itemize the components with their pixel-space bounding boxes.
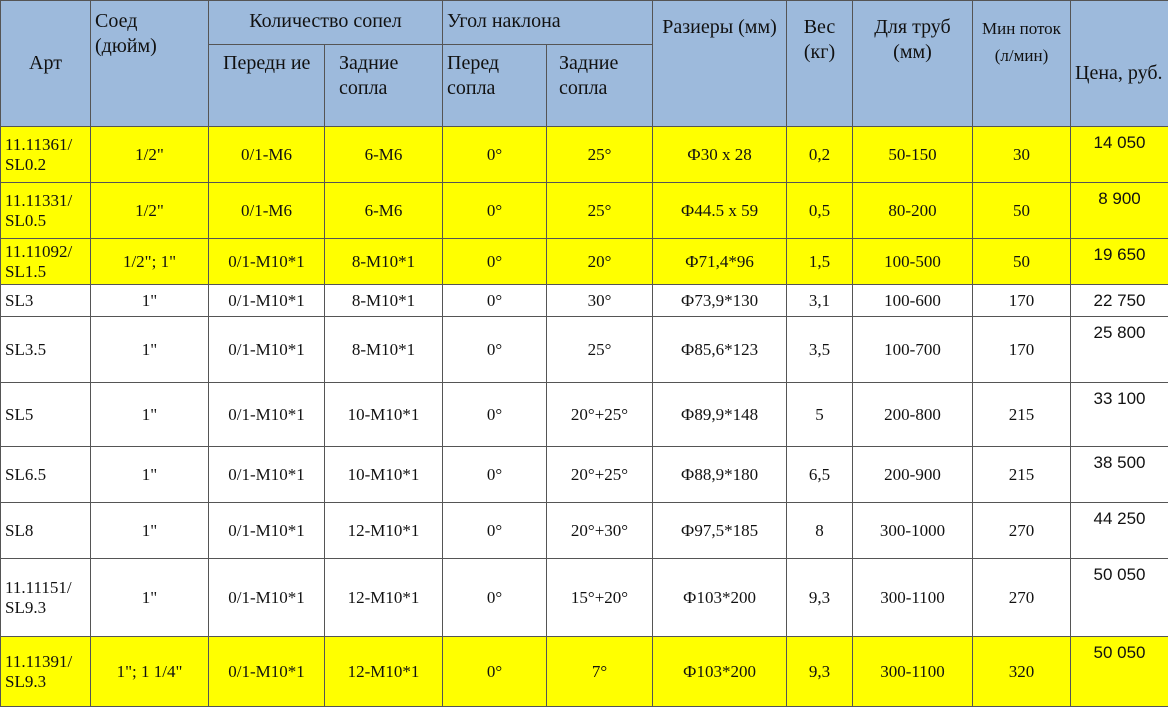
- row-front-angle-cell: 0°: [443, 447, 547, 503]
- row-weight-cell: 8: [787, 503, 853, 559]
- row-front-angle-cell: 0°: [443, 383, 547, 447]
- row-front-angle-cell: 0°: [443, 503, 547, 559]
- row-rear-angle-cell: 20°+25°: [547, 383, 653, 447]
- row-size-cell: Ф97,5*185: [653, 503, 787, 559]
- header-angle: Угол наклона: [443, 1, 653, 45]
- row-rear-angle-cell: 7°: [547, 637, 653, 707]
- row-min-flow-cell: 30: [973, 127, 1071, 183]
- row-weight-cell: 0,2: [787, 127, 853, 183]
- header-size: Разиеры (мм): [653, 1, 787, 127]
- row-connection-cell: 1/2": [91, 183, 209, 239]
- row-price-cell: 50 050: [1071, 559, 1168, 637]
- header-front-angle: Перед сопла: [443, 45, 547, 127]
- row-rear-nozzles-cell: 12-M10*1: [325, 503, 443, 559]
- row-pipes-cell: 100-500: [853, 239, 973, 285]
- row-price-cell: 25 800: [1071, 317, 1168, 383]
- row-art-cell: 11.11391/ SL9.3: [1, 637, 91, 707]
- row-weight-cell: 3,1: [787, 285, 853, 317]
- table-body: [1, 127, 1168, 707]
- row-connection-cell: 1": [91, 447, 209, 503]
- row-connection-cell: 1/2"; 1": [91, 239, 209, 285]
- row-size-cell: Ф88,9*180: [653, 447, 787, 503]
- row-art-cell: SL6.5: [1, 447, 91, 503]
- row-rear-angle-cell: 25°: [547, 127, 653, 183]
- table-row: [1, 127, 1168, 183]
- header-pipes: Для труб (мм): [853, 1, 973, 127]
- row-pipes-cell: 300-1000: [853, 503, 973, 559]
- row-price-cell: 38 500: [1071, 447, 1168, 503]
- row-front-angle-cell: 0°: [443, 183, 547, 239]
- row-rear-angle-cell: 25°: [547, 183, 653, 239]
- row-pipes-cell: 200-900: [853, 447, 973, 503]
- table-row: [1, 285, 1168, 317]
- row-size-cell: Ф44.5 х 59: [653, 183, 787, 239]
- row-rear-nozzles-cell: 12-M10*1: [325, 559, 443, 637]
- row-front-nozzles-cell: 0/1-M10*1: [209, 383, 325, 447]
- row-connection-cell: 1": [91, 559, 209, 637]
- row-rear-nozzles-cell: 10-M10*1: [325, 447, 443, 503]
- row-art-cell: SL5: [1, 383, 91, 447]
- row-min-flow-cell: 270: [973, 503, 1071, 559]
- row-front-angle-cell: 0°: [443, 559, 547, 637]
- row-front-nozzles-cell: 0/1-M10*1: [209, 285, 325, 317]
- row-price-cell: 19 650: [1071, 239, 1168, 285]
- row-front-nozzles-cell: 0/1-M10*1: [209, 503, 325, 559]
- row-min-flow-cell: 170: [973, 285, 1071, 317]
- header-weight: Вес (кг): [787, 1, 853, 127]
- row-connection-cell: 1/2": [91, 127, 209, 183]
- row-front-nozzles-cell: 0/1-M6: [209, 127, 325, 183]
- header-rear-count: Задние сопла: [325, 45, 443, 127]
- row-art-cell: 11.11361/ SL0.2: [1, 127, 91, 183]
- row-connection-cell: 1": [91, 317, 209, 383]
- row-size-cell: Ф89,9*148: [653, 383, 787, 447]
- row-pipes-cell: 300-1100: [853, 559, 973, 637]
- header-price: Цена, руб.: [1071, 1, 1168, 127]
- row-min-flow-cell: 215: [973, 383, 1071, 447]
- header-nozzle-count: Количество сопел: [209, 1, 443, 45]
- row-rear-nozzles-cell: 12-M10*1: [325, 637, 443, 707]
- row-price-cell: 44 250: [1071, 503, 1168, 559]
- row-front-nozzles-cell: 0/1-M10*1: [209, 317, 325, 383]
- row-price-cell: 50 050: [1071, 637, 1168, 707]
- row-weight-cell: 5: [787, 383, 853, 447]
- row-art-cell: SL3.5: [1, 317, 91, 383]
- row-min-flow-cell: 50: [973, 183, 1071, 239]
- row-min-flow-cell: 170: [973, 317, 1071, 383]
- table-header: [1, 1, 1168, 127]
- row-front-nozzles-cell: 0/1-M6: [209, 183, 325, 239]
- header-min-flow: Мин поток (л/мин): [973, 1, 1071, 127]
- table-row: [1, 559, 1168, 637]
- table-row: [1, 447, 1168, 503]
- row-size-cell: Ф73,9*130: [653, 285, 787, 317]
- row-rear-nozzles-cell: 10-M10*1: [325, 383, 443, 447]
- row-art-cell: SL3: [1, 285, 91, 317]
- row-connection-cell: 1": [91, 285, 209, 317]
- row-pipes-cell: 100-600: [853, 285, 973, 317]
- row-size-cell: Ф103*200: [653, 559, 787, 637]
- row-rear-nozzles-cell: 6-M6: [325, 183, 443, 239]
- row-price-cell: 14 050: [1071, 127, 1168, 183]
- row-connection-cell: 1"; 1 1/4": [91, 637, 209, 707]
- row-front-angle-cell: 0°: [443, 127, 547, 183]
- row-rear-nozzles-cell: 8-M10*1: [325, 285, 443, 317]
- row-rear-angle-cell: 20°+30°: [547, 503, 653, 559]
- row-size-cell: Ф103*200: [653, 637, 787, 707]
- row-weight-cell: 9,3: [787, 559, 853, 637]
- row-art-cell: SL8: [1, 503, 91, 559]
- row-min-flow-cell: 215: [973, 447, 1071, 503]
- row-min-flow-cell: 50: [973, 239, 1071, 285]
- row-front-nozzles-cell: 0/1-M10*1: [209, 559, 325, 637]
- row-size-cell: Ф71,4*96: [653, 239, 787, 285]
- row-front-nozzles-cell: 0/1-M10*1: [209, 239, 325, 285]
- row-pipes-cell: 100-700: [853, 317, 973, 383]
- table-row: [1, 637, 1168, 707]
- row-art-cell: 11.11331/ SL0.5: [1, 183, 91, 239]
- row-rear-nozzles-cell: 6-M6: [325, 127, 443, 183]
- row-front-angle-cell: 0°: [443, 239, 547, 285]
- table-row: [1, 383, 1168, 447]
- row-price-cell: 8 900: [1071, 183, 1168, 239]
- row-rear-angle-cell: 20°: [547, 239, 653, 285]
- row-connection-cell: 1": [91, 383, 209, 447]
- row-front-angle-cell: 0°: [443, 637, 547, 707]
- row-rear-angle-cell: 25°: [547, 317, 653, 383]
- row-rear-angle-cell: 20°+25°: [547, 447, 653, 503]
- table-row: [1, 183, 1168, 239]
- row-rear-angle-cell: 30°: [547, 285, 653, 317]
- row-front-angle-cell: 0°: [443, 317, 547, 383]
- row-weight-cell: 1,5: [787, 239, 853, 285]
- row-price-cell: 22 750: [1071, 285, 1168, 317]
- row-connection-cell: 1": [91, 503, 209, 559]
- row-weight-cell: 9,3: [787, 637, 853, 707]
- row-price-cell: 33 100: [1071, 383, 1168, 447]
- header-rear-angle: Задние сопла: [547, 45, 653, 127]
- header-art: Арт: [1, 1, 91, 127]
- row-size-cell: Ф30 х 28: [653, 127, 787, 183]
- table-row: [1, 503, 1168, 559]
- row-weight-cell: 6,5: [787, 447, 853, 503]
- row-pipes-cell: 50-150: [853, 127, 973, 183]
- row-front-angle-cell: 0°: [443, 285, 547, 317]
- row-pipes-cell: 300-1100: [853, 637, 973, 707]
- row-pipes-cell: 200-800: [853, 383, 973, 447]
- row-art-cell: 11.11092/ SL1.5: [1, 239, 91, 285]
- row-rear-nozzles-cell: 8-M10*1: [325, 317, 443, 383]
- row-weight-cell: 3,5: [787, 317, 853, 383]
- table-row: [1, 239, 1168, 285]
- row-pipes-cell: 80-200: [853, 183, 973, 239]
- row-art-cell: 11.11151/ SL9.3: [1, 559, 91, 637]
- row-min-flow-cell: 270: [973, 559, 1071, 637]
- row-front-nozzles-cell: 0/1-M10*1: [209, 447, 325, 503]
- row-weight-cell: 0,5: [787, 183, 853, 239]
- row-rear-nozzles-cell: 8-M10*1: [325, 239, 443, 285]
- row-size-cell: Ф85,6*123: [653, 317, 787, 383]
- header-front-count: Передн ие: [209, 45, 325, 127]
- row-rear-angle-cell: 15°+20°: [547, 559, 653, 637]
- row-front-nozzles-cell: 0/1-M10*1: [209, 637, 325, 707]
- table-row: [1, 317, 1168, 383]
- header-connection: Соед (дюйм): [91, 1, 209, 127]
- row-min-flow-cell: 320: [973, 637, 1071, 707]
